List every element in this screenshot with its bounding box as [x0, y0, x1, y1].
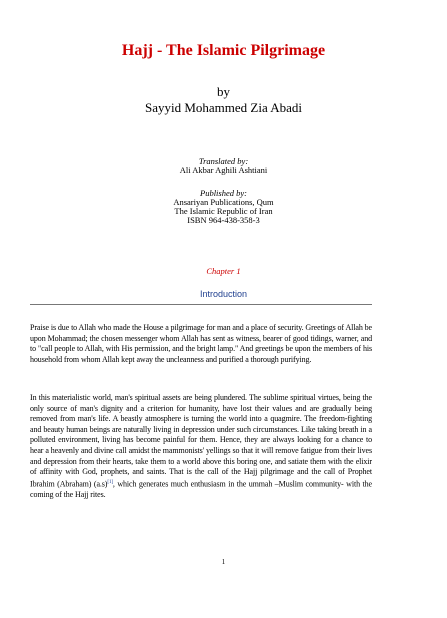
isbn: ISBN 964-438-358-3	[187, 215, 260, 225]
publication-credits	[0, 189, 447, 225]
translated-by-label: Translated by:	[198, 156, 249, 166]
published-by-label: Published by:	[200, 188, 247, 198]
translator-name: Ali Akbar Aghili Ashtiani	[179, 165, 268, 175]
author-name: Sayyid Mohammed Zia Abadi	[144, 100, 303, 115]
paragraph-2-end: , which generates much enthusiasm in the ummah –Muslim community- with the coming of the Hajj rites.	[30, 479, 372, 499]
paragraph-2	[30, 393, 372, 501]
section-divider	[30, 304, 372, 305]
page-number: 1	[221, 558, 226, 566]
translation-credits	[0, 157, 447, 175]
publisher-name: Ansariyan Publications, Qum	[173, 197, 274, 207]
paragraph-2-text: In this materialistic world, man's spiritual assets are being plundered. The sublime spiritual virtues, being the only source of man's dignity and a criterion for humanity, have lost their values and are gradually being removed from man's life. A beastly atmosphere is turning the world into a quagmire. The freedom-fighting and beauty human beings are naturally living in depression under such circumstances. Like taking breath in a polluted environment, living has become painful for them. Hence, they are always looking for a chance to hear a heavenly and divine call amidst the mammonists' yellings so that it will remove fatigue from their lives and depression from their hearts, take them to a world above this boring one, and satiate them with the elixir of affinity with God, prophets, and saints. That is the call of the Hajj pilgrimage and the call of Prophet Ibrahim (Abraham) (a.s)	[30, 393, 372, 489]
chapter-heading: Chapter 1	[206, 266, 241, 276]
paragraph-1: Praise is due to Allah who made the House a pilgrimage for man and a place of security. Greetings of Allah be upon Mohammad; the chosen messenger whom Allah has sent as witness, bearer of good tidings, warner, and to "call people to Allah, with His permission, and the bright lamp." And greetings be upon the members of his household from whom Allah kept away the uncleanness and purified a thorough purifying.	[30, 323, 372, 364]
byline: by	[217, 84, 230, 99]
footnote-link[interactable]: [1]	[107, 479, 113, 485]
publisher-country: The Islamic Republic of Iran	[174, 206, 273, 216]
book-title: Hajj - The Islamic Pilgrimage	[121, 42, 326, 59]
section-title: Introduction	[199, 289, 248, 299]
